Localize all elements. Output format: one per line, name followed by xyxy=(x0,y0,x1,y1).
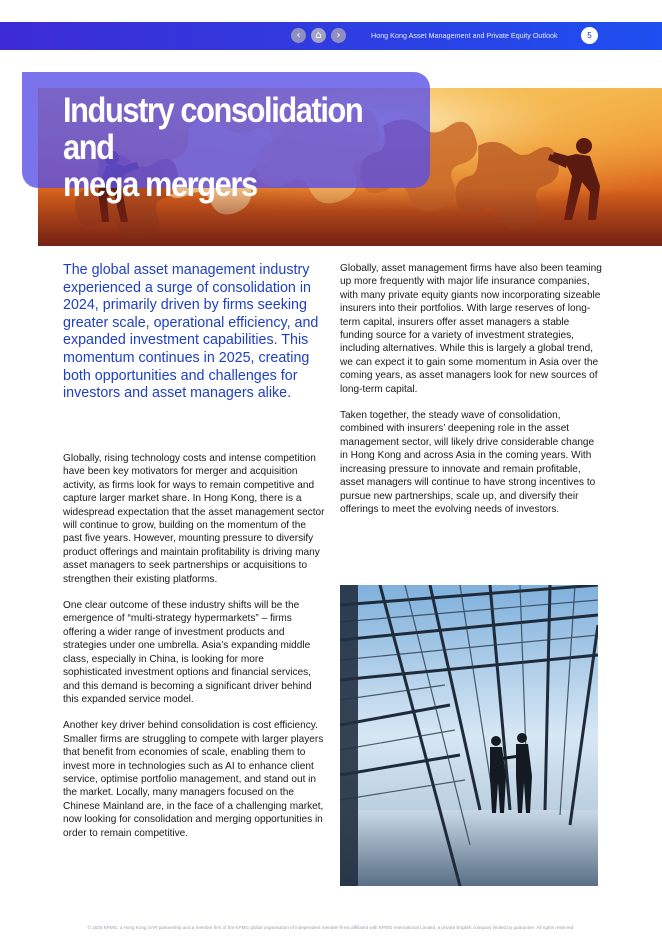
copyright-footer: © 2025 KPMG, a Hong Kong SAR partnership and a member firm of the KPMG global organisation of independent member firms affiliated with KPMG International Limited, a private English company limited by guarantee. All rights reserved. xyxy=(87,925,575,930)
chevron-left-icon[interactable]: ‹ xyxy=(291,28,306,43)
intro-paragraph: The global asset management industry experienced a surge of consolidation in 2024, primarily driven by firms seeking greater scale, operational efficiency, and expanded investment capabilities. This momentum continues in 2025, creating both opportunities and challenges for investors and asset managers alike. xyxy=(63,262,319,402)
right-column xyxy=(340,262,602,529)
glass-atrium-photo xyxy=(340,585,598,886)
page-title-line: Industry consolidation and xyxy=(63,91,363,167)
page-number: 5 xyxy=(581,27,598,44)
chevron-right-icon[interactable]: › xyxy=(331,28,346,43)
page-title xyxy=(63,92,415,203)
divider xyxy=(0,88,3,246)
document-title: Hong Kong Asset Management and Private Equity Outlook xyxy=(371,31,558,40)
paragraph: Globally, rising technology costs and intense competition have been key motivators for merger and acquisition activity, as firms look for ways to remain competitive and capture larger market share. In Hong Kong, there is a widespread expectation that the asset management sector will continue to grow, building on the momentum of the past five years. However, mounting pressure to diversify product offerings and maintain profitability is driving many asset managers to seek partnerships or acquisitions to strengthen their existing platforms. xyxy=(63,453,325,585)
paragraph: One clear outcome of these industry shifts will be the emergence of “multi-strategy hypermarkets” – firms offering a wider range of investment products and strategies under one umbrella. Asia’s expanding middle class, especially in China, is looking for more sophisticated investment options and financial services, and this demand is becoming a significant driver behind this expanded service model. xyxy=(63,600,312,705)
header-bar xyxy=(0,22,662,50)
home-icon[interactable]: ⌂ xyxy=(311,28,326,43)
left-column xyxy=(63,452,325,853)
paragraph: Another key driver behind consolidation is cost efficiency. Smaller firms are struggling to compete with larger players that benefit from economies of scale, enabling them to invest more in technologies such as AI to enhance client service, optimise portfolio management, and stand out in the market. Locally, many managers focused on the Chinese Mainland are, in the face of a challenging market, now looking for consolidation and merging opportunities in order to remain competitive. xyxy=(63,720,324,839)
paragraph: Taken together, the steady wave of consolidation, combined with insurers’ deepening role in the asset management sector, will likely drive considerable change in Hong Kong and across Asia in the coming years. With increasing pressure to innovate and remain profitable, asset managers will continue to have strong incentives to pursue new partnerships, scale up, and diversify their offerings to meet the evolving needs of investors. xyxy=(340,410,596,515)
paragraph: Globally, asset management firms have also been teaming up more frequently with major life insurance companies, with many private equity giants now incorporating sizeable insurers into their portfolios. With large reserves of long-term capital, insurers offer asset managers a stable funding source for a variety of investment strategies, including alternatives. While this is largely a global trend, we can expect it to gain some momentum in Asia over the coming years, as asset managers look for new sources of long-term capital. xyxy=(340,263,602,395)
atrium-illustration xyxy=(340,585,598,886)
page-title-line: mega mergers xyxy=(63,165,257,204)
